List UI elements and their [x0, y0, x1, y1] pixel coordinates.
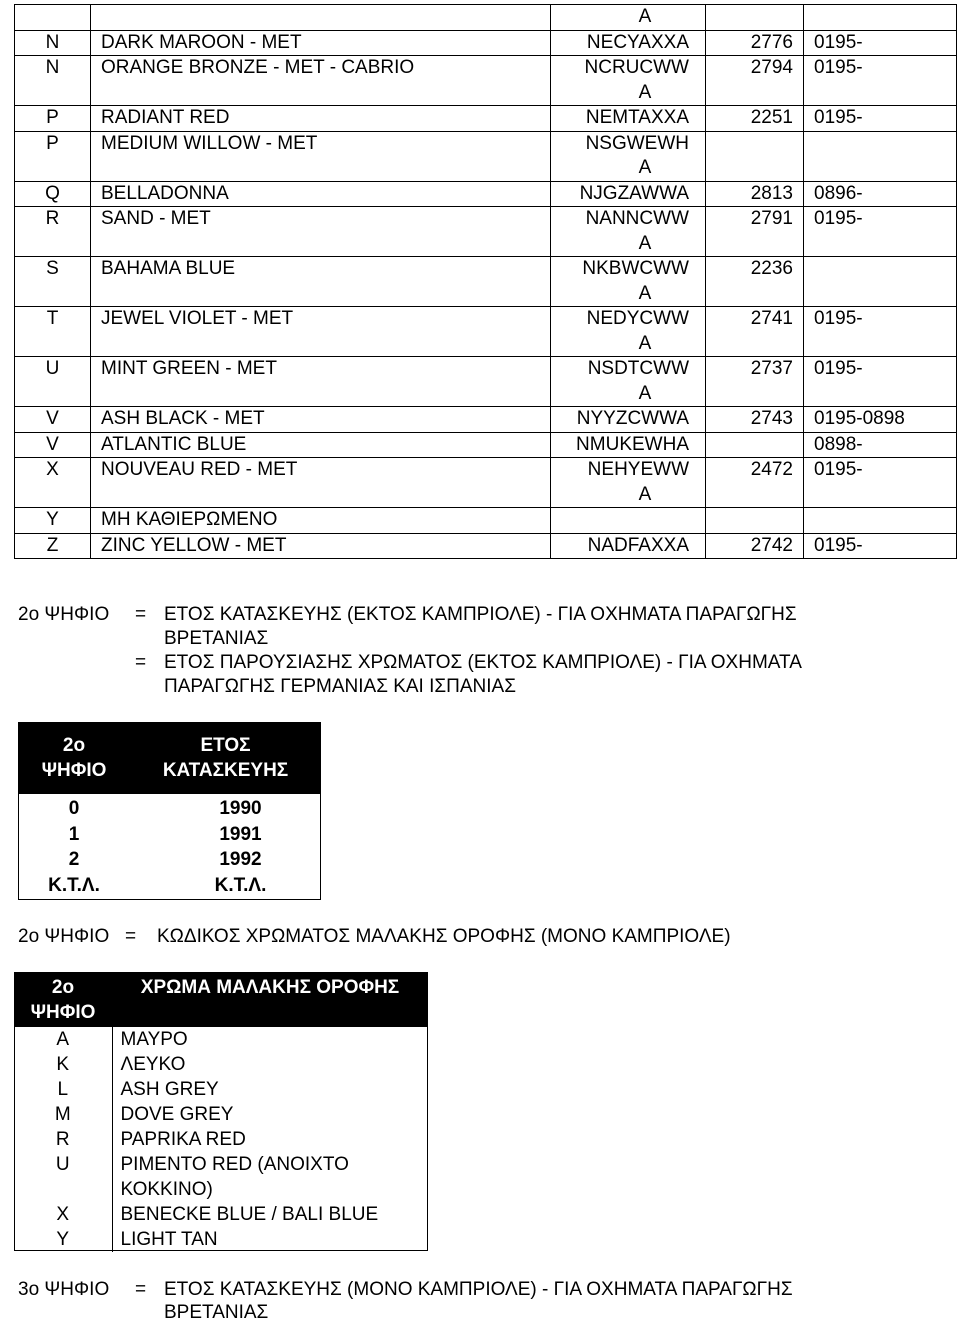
reference-code: 0195- [804, 458, 957, 508]
color-code: NMUKEWHA [551, 432, 706, 458]
row-letter: Y [15, 508, 91, 534]
paint-number: 2251 [706, 106, 804, 132]
reference-code [804, 508, 957, 534]
reference-code: 0195- [804, 56, 957, 106]
roof-code-description: ΚΩΔΙΚΟΣ ΧΡΩΜΑΤΟΣ ΜΑΛΑΚΗΣ ΟΡΟΦΗΣ (ΜΟΝΟ ΚΑΜΠΡΙΟΛΕ) [157, 926, 731, 947]
row-letter: P [15, 106, 91, 132]
header-digit: 2ο ΨΗΦΙΟ [14, 972, 112, 1027]
row-letter: Z [15, 533, 91, 559]
table-header-row [18, 722, 321, 794]
digit2-label: 2ο ΨΗΦΙΟ [18, 604, 110, 625]
table-row [15, 458, 957, 508]
table-row [15, 56, 957, 106]
reference-code: 0195- [804, 533, 957, 559]
table-row [15, 407, 957, 433]
row-letter: U [15, 357, 91, 407]
paint-number: 2776 [706, 30, 804, 56]
digit2-label: 2ο ΨΗΦΙΟ [18, 926, 110, 947]
digit2-description-line: ΠΑΡΑΓΩΓΗΣ ΓΕΡΜΑΝΙΑΣ ΚΑΙ ΙΣΠΑΝΙΑΣ [164, 676, 516, 697]
row-letter: X [15, 458, 91, 508]
color-code: NCRUCWW A [551, 56, 706, 106]
equals-sign: = [135, 1279, 147, 1300]
color-code: NECYAXXA [551, 30, 706, 56]
table-row [15, 357, 957, 407]
table-row: A ΜΑΥΡΟ [14, 1027, 428, 1052]
color-code: NANNCWW A [551, 207, 706, 257]
row-letter: N [15, 56, 91, 106]
color-name: DARK MAROON - MET [91, 30, 551, 56]
equals-sign: = [125, 926, 137, 947]
roof-color-table [14, 972, 428, 1252]
table-row [15, 533, 957, 559]
color-name: ORANGE BRONZE - MET - CABRIO [91, 56, 551, 106]
reference-code: 0195-0898 [804, 407, 957, 433]
table-row [15, 131, 957, 181]
digit3-label: 3ο ΨΗΦΙΟ [18, 1279, 110, 1300]
reference-code: 0898- [804, 432, 957, 458]
row-letter: S [15, 257, 91, 307]
digit2-description-line: ΒΡΕΤΑΝΙΑΣ [164, 628, 269, 649]
table-row: 2 1992 [68, 849, 262, 870]
color-name: BAHAMA BLUE [91, 257, 551, 307]
color-name: MEDIUM WILLOW - MET [91, 131, 551, 181]
paint-number: 2813 [706, 181, 804, 207]
paint-number [706, 432, 804, 458]
equals-sign: = [135, 652, 147, 673]
color-name: MINT GREEN - MET [91, 357, 551, 407]
table-row: 1 1991 [68, 823, 262, 845]
table-row [15, 106, 957, 132]
row-letter: T [15, 307, 91, 357]
row-letter: Q [15, 181, 91, 207]
color-code: NSDTCWW A [551, 357, 706, 407]
color-name: NOUVEAU RED - MET [91, 458, 551, 508]
reference-code: 0195- [804, 106, 957, 132]
table-row: 0 1990 [68, 798, 262, 819]
table-row [15, 181, 957, 207]
table-row [15, 30, 957, 56]
table-header-row [14, 972, 428, 1027]
header-roof-color: ΧΡΩΜΑ ΜΑΛΑΚΗΣ ΟΡΟΦΗΣ [112, 972, 428, 1027]
reference-code [804, 257, 957, 307]
color-code: NADFAXXA [551, 533, 706, 559]
table-row [15, 307, 957, 357]
color-name: ZINC YELLOW - MET [91, 533, 551, 559]
row-letter: R [15, 207, 91, 257]
paint-number: 2236 [706, 257, 804, 307]
reference-code [804, 131, 957, 181]
paint-number: 2742 [706, 533, 804, 559]
header-digit: 2ο ΨΗΦΙΟ [18, 722, 130, 794]
reference-code: 0195- [804, 30, 957, 56]
digit3-description-line: ΕΤΟΣ ΚΑΤΑΣΚΕΥΗΣ (ΜΟΝΟ ΚΑΜΠΡΙΟΛΕ) - ΓΙΑ ΟΧΗΜΑΤΑ ΠΑΡΑΓΩΓΗΣ [164, 1279, 793, 1300]
color-code: NKBWCWW A [551, 257, 706, 307]
color-code: NEHYEWW A [551, 458, 706, 508]
color-name: BELLADONNA [91, 181, 551, 207]
equals-sign: = [135, 604, 147, 625]
table-row: X BENECKE BLUE / BALI BLUE [14, 1202, 428, 1227]
row-letter: P [15, 131, 91, 181]
paint-number: 2741 [706, 307, 804, 357]
paint-number [706, 131, 804, 181]
table-row [15, 207, 957, 257]
row-letter: N [15, 30, 91, 56]
table-row: U PIMENTO RED (ΑΝΟΙΧΤΟ ΚΟΚΚΙΝΟ) [14, 1152, 428, 1202]
color-name: ATLANTIC BLUE [91, 432, 551, 458]
code-continuation: A [551, 5, 706, 31]
reference-code: 0195- [804, 357, 957, 407]
paint-number: 2737 [706, 357, 804, 407]
color-code: NEDYCWW A [551, 307, 706, 357]
table-row [15, 432, 957, 458]
table-row: K ΛΕΥΚΟ [14, 1052, 428, 1077]
paint-number: 2794 [706, 56, 804, 106]
reference-code: 0195- [804, 307, 957, 357]
color-code-table [14, 4, 957, 559]
reference-code: 0195- [804, 207, 957, 257]
digit3-description-line: ΒΡΕΤΑΝΙΑΣ [164, 1302, 269, 1323]
paint-number [706, 508, 804, 534]
color-name: ΜΗ ΚΑΘΙΕΡΩΜΕΝΟ [91, 508, 551, 534]
table-row: Κ.Τ.Λ. Κ.Τ.Λ. [48, 874, 267, 896]
color-code: NSGWEWH A [551, 131, 706, 181]
color-code [551, 508, 706, 534]
color-name: JEWEL VIOLET - MET [91, 307, 551, 357]
table-row: L ASH GREY [14, 1077, 428, 1102]
color-name: SAND - MET [91, 207, 551, 257]
color-code: NJGZAWWA [551, 181, 706, 207]
table-row: M DOVE GREY [14, 1102, 428, 1127]
color-code: NYYZCWWA [551, 407, 706, 433]
table-row [15, 5, 957, 31]
paint-number: 2472 [706, 458, 804, 508]
reference-code: 0896- [804, 181, 957, 207]
paint-number: 2791 [706, 207, 804, 257]
row-letter: V [15, 432, 91, 458]
table-row [15, 257, 957, 307]
color-name: RADIANT RED [91, 106, 551, 132]
digit2-description-line: ΕΤΟΣ ΠΑΡΟΥΣΙΑΣΗΣ ΧΡΩΜΑΤΟΣ (ΕΚΤΟΣ ΚΑΜΠΡΙΟΛΕ) - ΓΙΑ ΟΧΗΜΑΤΑ [164, 652, 802, 673]
color-name: ASH BLACK - MET [91, 407, 551, 433]
year-table [18, 722, 321, 898]
row-letter: V [15, 407, 91, 433]
table-row: R PAPRIKA RED [14, 1127, 428, 1152]
color-code: NEMTAXXA [551, 106, 706, 132]
table-row: Y LIGHT TAN [14, 1227, 428, 1252]
digit2-description-line: ΕΤΟΣ ΚΑΤΑΣΚΕΥΗΣ (ΕΚΤΟΣ ΚΑΜΠΡΙΟΛΕ) - ΓΙΑ ΟΧΗΜΑΤΑ ΠΑΡΑΓΩΓΗΣ [164, 604, 797, 625]
paint-number: 2743 [706, 407, 804, 433]
table-row [15, 508, 957, 534]
header-year: ΕΤΟΣ ΚΑΤΑΣΚΕΥΗΣ [130, 722, 321, 794]
